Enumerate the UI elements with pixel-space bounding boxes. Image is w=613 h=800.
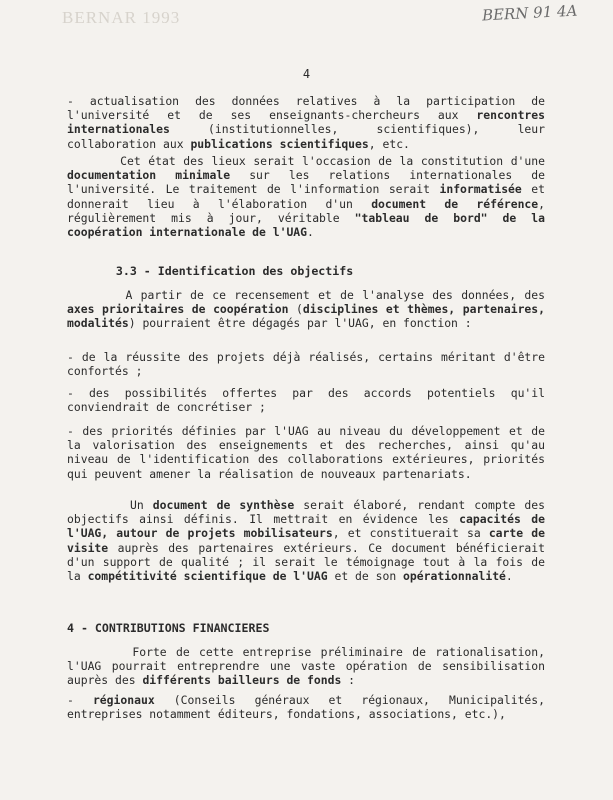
heading-3-3	[67, 264, 545, 278]
paragraph-etat-des-lieux	[67, 154, 552, 240]
text-run: auprès des partenaires extérieurs. Ce document bénéficierait d'un support de qualité ; il serait le témoignage tout à la fois de la	[67, 540, 552, 584]
bold-text-run: document de référence	[371, 196, 539, 211]
text-run: (institutionnelles, scientifiques), leur collaboration aux	[67, 122, 552, 151]
text-run: sur les relations internationales de l'université. Le traitement de l'information serait	[67, 168, 552, 197]
list-item-regionaux	[67, 693, 552, 722]
bold-text-run: différents bailleurs de fonds	[142, 673, 342, 688]
text-run: :	[341, 673, 356, 688]
bold-text-run: informatisée	[439, 182, 522, 197]
list-item-possibilites	[67, 386, 552, 415]
bold-text-run: capacités de l'UAG, autour de projets mobilisateurs	[67, 512, 552, 541]
bold-text-run: publications scientifiques	[190, 136, 369, 151]
paragraph-axes-prioritaires	[67, 288, 552, 331]
text-run: , etc.	[368, 136, 410, 151]
handwritten-annotation: BERN 91 4A	[481, 1, 578, 25]
text-run: (	[288, 302, 303, 317]
text-run: - des possibilités offertes par des accords potentiels qu'il conviendrait de concrétiser ;	[67, 386, 552, 415]
text-run: Cet état des lieux serait l'occasion de la constitution d'une	[67, 154, 552, 168]
paragraph-rencontres	[67, 94, 552, 151]
text-run: et de son	[327, 569, 404, 584]
bold-text-run: documentation minimale	[67, 168, 231, 183]
bold-text-run: régionaux	[92, 693, 155, 707]
paragraph-bailleurs	[67, 645, 552, 688]
text-run: - actualisation des données relatives à la participation de l'université et de ses enseignants-chercheurs aux	[67, 94, 552, 123]
text-run: - des priorités définies par l'UAG au niveau du développement et de la valorisation des enseignements et des recherches, ainsi qu'au niveau de l'identification des collaborations extérieures, priorités qui peuvent amener la réalisation de nouveaux partenariats.	[67, 424, 552, 481]
text-run: et donnerait lieu à l'élaboration d'un	[67, 182, 552, 211]
bold-text-run: carte de visite	[67, 526, 552, 555]
page-number: 4	[302, 67, 311, 81]
text-run: serait élaboré, rendant compte des objectifs ainsi définis. Il mettrait en évidence les	[67, 498, 552, 527]
bold-text-run: disciplines et thèmes, partenaires, modalités	[67, 302, 552, 331]
bold-text-run: rencontres internationales	[67, 108, 552, 137]
text-run: Forte de cette entreprise préliminaire de rationalisation, l'UAG pourrait entreprendre une vaste opération de sensibilisation auprès des	[67, 645, 552, 688]
list-item-priorites	[67, 424, 552, 481]
faint-stamp: BERNAR 1993	[62, 8, 181, 27]
text-run: , et constituerait sa	[332, 526, 489, 541]
bold-text-run: axes prioritaires de coopération	[67, 302, 289, 317]
text-run: 4 - CONTRIBUTIONS FINANCIERES	[67, 621, 270, 635]
text-run: - de la réussite des projets déjà réalisés, certains méritant d'être confortés ;	[67, 350, 552, 379]
text-run: A partir de ce recensement et de l'analyse des données, des	[67, 288, 552, 302]
text-run: , régulièrement mis à jour, véritable	[67, 196, 552, 225]
text-run: 3.3 - Identification des objectifs	[67, 264, 354, 278]
text-run: ) pourraient être dégagés par l'UAG, en fonction :	[128, 316, 472, 331]
bold-text-run: document de synthèse	[152, 498, 295, 512]
heading-section-4	[67, 621, 545, 635]
text-run: -	[67, 693, 93, 707]
text-run: .	[505, 569, 513, 584]
bold-text-run: opérationnalité	[403, 569, 506, 584]
text-run: .	[307, 225, 314, 240]
text-run: (Conseils généraux et régionaux, Municipalités, entreprises notamment éditeurs, fondations, associations, etc.),	[67, 693, 552, 722]
text-run: Un	[67, 498, 153, 512]
paragraph-document-synthese	[67, 498, 552, 584]
list-item-reussite	[67, 350, 552, 379]
bold-text-run: "tableau de bord" de la coopération internationale de l'UAG	[67, 210, 552, 240]
bold-text-run: compétitivité scientifique de l'UAG	[87, 569, 328, 584]
